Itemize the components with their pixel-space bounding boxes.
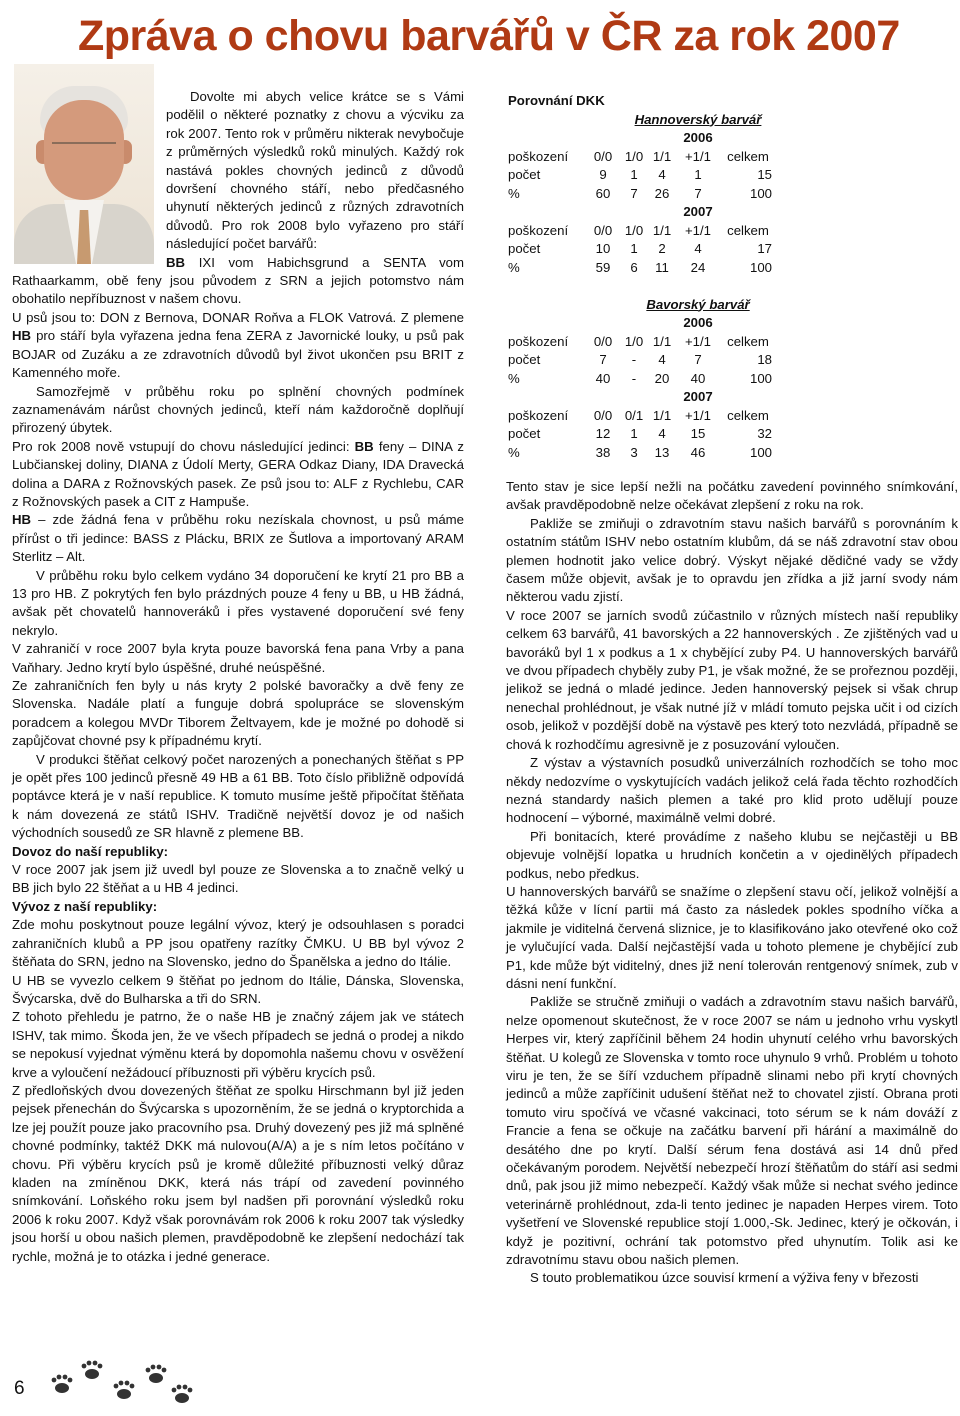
table-cell: 0/0 bbox=[593, 407, 613, 423]
table-cell: počet bbox=[508, 426, 541, 441]
table-cell: 1/1 bbox=[652, 222, 672, 238]
paragraph: Z výstav a výstavních posudků univerzálních rozhodčích se toho moc někdy nedozvíme o vyskytujících vadách jelikož celá řada těchto rozhodčích nezná standardy našich plemen a také pro klid proto udělují pouze hodnocení – výborné, maximálně velmi dobré. bbox=[506, 755, 958, 826]
table-cell: % bbox=[508, 185, 520, 201]
paragraph: V zahraničí v roce 2007 byla kryta pouze bavorská fena pana Vrby a pana Vaňhary. Jedno krytí bylo úspěšné, druhé neúspěšné. bbox=[12, 641, 464, 675]
table-cell: poškození bbox=[508, 407, 569, 423]
table-cell: 7 bbox=[630, 185, 638, 201]
table-row bbox=[508, 370, 960, 389]
paragraph: U hannoverských barvářů se snažíme o zlepšení stavu očí, jelikož volnější a těžká kůže v lícní partii má často za následek pokles spodního víčka a jakmile je viditelná červená sliznice, je to klasifikováno jako otevřené oko což je vylučující vada. Další nejčastější vada u tohoto plemene je chybějící zub P1, kde může být viditelný, dnes již není tolerován rentgenový snímek, zub v dásni není funkční. bbox=[506, 883, 958, 991]
paragraph: Z předloňských dvou dovezených štěňat ze spolku Hirschmann byl již jeden pejsek přenechán do Švýcarska s upozorněním, že se jedná o kryptorchida a lze jej použít pouze jako pracovního psa. Druhý dovezený pes již má splněné chovné podmínky, taktéž DKK má nulovou(A/A) a je s ním letos počítáno v chovu. Při výběru krycích psů je kromě důležité příbuznosti velký důraz kladen na zmíněnou DKK, která nás trápí od zavedení povinného snímkování. Loňského roku jsem byl nadšen při porovnání výsledků roku 2006 k roku 2007. Když však porovnávám rok 2006 k roku 2007 tak výsledky jsou horší u obou našich plemen, pravděpodobně ke zlepšení nedochází tak rychle, možná je to otázka i jedné generace. bbox=[12, 1082, 464, 1264]
paragraph: Při bonitacích, které provádíme z našeho klubu se nejčastěji u BB objevuje volnější lopatka u hrudních končetin a v ojedinělých případech podkus, nebo předkus. bbox=[506, 828, 958, 881]
table-cell: +1/1 bbox=[684, 333, 712, 349]
paragraph: Pro rok 2008 nově vstupují do chovu následující jedinci: bbox=[12, 438, 355, 454]
breed-heading bbox=[508, 111, 960, 130]
breed-name: Bavorský barvář bbox=[646, 296, 750, 312]
table-cell: 100 bbox=[749, 370, 772, 386]
table-cell: počet bbox=[508, 241, 541, 256]
paragraph: V průběhu roku bylo celkem vydáno 34 doporučení ke krytí 21 pro BB a 13 pro HB. Z pokrytých fen bylo prázdných pouze 4 feny u BB, u HB žádná, avšak pět chovatelů hannoveráků i přes vystavené doporučení své feny nekrylo. bbox=[12, 567, 464, 638]
table-row bbox=[508, 351, 960, 370]
table-title: Porovnání DKK bbox=[508, 93, 605, 108]
table-cell: 32 bbox=[757, 426, 772, 441]
table-cell: 13 bbox=[654, 444, 670, 460]
paragraph: V roce 2007 jak jsem již uvedl byl pouze ze Slovenska a to značně velký u BB jich bylo 22 štěňat a u HB 4 jedinci. bbox=[12, 862, 464, 896]
paragraph: V produkci štěňat celkový počet narozených a ponechaných štěňat s PP je opět přes 100 jedinců přesně 49 HB a 61 BB. Toto číslo přibližně odpovídá poptávce která je v naší republice. K tomuto musíme ještě připočítat štěňata k nám dovezená ze států ISHV. Tradičně největší dovoz je od našich východních sousedů ze SR hlavně z plemene BB. bbox=[12, 751, 464, 841]
paragraph: V roce 2007 se jarních svodů zúčastnilo v různých místech naší republiky celkem 63 barvářů, 41 bavorských a 22 hannoverských . Ze zjištěných vad u bavoráků byl 1 x podkus a 1 x chybějící zuby P4. U hannoverských barvářů ve dvou případech chyběly zuby P1, je však možné, že se prořeznou později, jelikož se jedná o mladé jedince. Jeden hannoverský pejsek si však chrup nenechal prohlédnout, je však nutné jíž v mládí tomuto pejska učit i od cizích osob, jelikož v pozdější době na výstavě pes který toto nezvládá, případně se chová k rozhodčímu agresivně je z posuzování vyloučen. bbox=[506, 607, 958, 752]
paragraph: Pakliže se zmiňuji o zdravotním stavu našich barvářů s porovnáním k ostatním státům ISHV nebo ostatním klubům, dá se náš zdravotní stav obou plemen hodnotit jako velice dobrý. Výskyt nějaké dědičné vady se vždy časem může objevit, avšak je to opravdu jen zřídka a již jarní svody nám některou vadu zjistí. bbox=[506, 515, 958, 605]
breed-heading bbox=[508, 296, 960, 315]
table-cell: 26 bbox=[654, 185, 670, 201]
table-cell: počet bbox=[508, 167, 541, 182]
table-cell: +1/1 bbox=[684, 222, 712, 238]
table-cell: 40 bbox=[595, 370, 611, 386]
table-cell: 1/0 bbox=[624, 333, 644, 349]
table-cell: 1 bbox=[630, 426, 638, 441]
paragraph: S touto problematikou úzce souvisí krmení a výživa feny v březosti bbox=[530, 1270, 919, 1286]
table-cell: +1/1 bbox=[684, 407, 712, 423]
table-cell: % bbox=[508, 370, 520, 386]
table-row bbox=[508, 166, 960, 185]
table-cell: 1/0 bbox=[624, 222, 644, 238]
table-row bbox=[508, 240, 960, 259]
table-cell: 40 bbox=[690, 370, 706, 386]
table-row bbox=[508, 259, 960, 278]
table-heading bbox=[508, 92, 960, 111]
table-cell: celkem bbox=[727, 407, 769, 423]
section-heading: Vývoz z naší republiky: bbox=[12, 898, 158, 914]
table-cell: poškození bbox=[508, 222, 569, 238]
year-label: 2007 bbox=[683, 389, 713, 404]
table-cell: 0/0 bbox=[593, 333, 613, 349]
breed-name: Hannoverský barvář bbox=[634, 111, 762, 127]
year-label: 2007 bbox=[683, 204, 713, 219]
page-number: 6 bbox=[14, 1378, 25, 1399]
table-cell: poškození bbox=[508, 148, 569, 164]
table-cell: % bbox=[508, 259, 520, 275]
table-cell: 1 bbox=[630, 167, 638, 182]
dkk-comparison-table bbox=[508, 92, 960, 462]
table-cell: 24 bbox=[690, 259, 706, 275]
table-cell: 2 bbox=[658, 241, 666, 256]
table-cell: 7 bbox=[599, 352, 607, 367]
table-row bbox=[508, 185, 960, 204]
year-label: 2006 bbox=[683, 130, 713, 145]
table-cell: 1/0 bbox=[624, 148, 644, 164]
table-cell: 4 bbox=[658, 426, 666, 441]
table-cell: 1/1 bbox=[652, 333, 672, 349]
table-row bbox=[508, 222, 960, 241]
table-cell: 1 bbox=[694, 167, 702, 182]
left-column bbox=[12, 88, 464, 1266]
table-cell: 1/1 bbox=[652, 148, 672, 164]
paragraph: Pakliže se stručně zmiňuji o vadách a zdravotním stavu našich barvářů, nelze opomenout skutečnost, že v roce 2007 se nám u jednoho vrhu vyskytl Herpes vir, který zapříčinil během 24 hodin uhynutí celého vrhu bavorských štěňat. U kolegů ze Slovenska v tomto roce uhynulo 9 vrhů. Problém u tohoto viru je ten, že se šíří vzduchem případně slinami nebo při krytí chovných jedinců a může zapříčinit udušení štěňat než to chovatel zjistí. Obrana proti tomuto viru spočívá ve včasné vakcinaci, toto sérum se k nám dováží z Francie a fena se očkuje na začátku barvení při hárání a maximálně do desátého dne po krytí. Další sérum fena dostává asi 14 dnů před očekávaným porodem. Největší nebezpečí hrozí štěňatům do stáří asi sedmi dnů, pak jsou již mimo nebezpečí. Každý však může si nechat svého jedince veterinárně prohlédnout, zda-li tento jedinec je napaden Herpes virem. Toto vyšetření ve Slovenské republice stojí 1.000,-Sk. Jedinec, který je očkován, i když je pozitivní, ochrání tak potomstvo před uhynutím. Tolik asi ke zdravotnímu stavu obou našich plemen. bbox=[506, 994, 958, 1268]
year-heading bbox=[508, 129, 960, 148]
year-label: 2006 bbox=[683, 315, 713, 330]
table-cell: 60 bbox=[595, 185, 611, 201]
table-cell: 1/1 bbox=[652, 407, 672, 423]
table-cell: 100 bbox=[749, 444, 772, 460]
table-cell: 0/1 bbox=[624, 407, 644, 423]
paragraph: Zde mohu poskytnout pouze legální vývoz, který je odsouhlasen s poradci zahraničních klubů a PP jsou opatřeny razítky ČMKU. U BB byl vývoz 2 štěňata do SRN, jedno na Slovensko, jedno do Španělska a jedno do Itálie. bbox=[12, 917, 464, 970]
breed-hb-label: HB bbox=[12, 512, 32, 528]
table-cell: 38 bbox=[595, 444, 611, 460]
paragraph: U psů jsou to: DON z Bernova, DONAR Roňva a FLOK Vatrová. Z plemene bbox=[12, 309, 464, 325]
table-cell: 11 bbox=[655, 259, 669, 275]
table-cell: 15 bbox=[757, 167, 772, 182]
table-cell: 4 bbox=[694, 241, 702, 256]
right-column bbox=[506, 478, 958, 1288]
table-cell: celkem bbox=[727, 222, 769, 238]
table-row bbox=[508, 425, 960, 444]
author-photo bbox=[14, 64, 154, 264]
breed-bb-label: BB bbox=[166, 254, 186, 270]
paragraph: Tento stav je sice lepší nežli na počátku zavedení povinného snímkování, avšak pravděpodobně nelze očekávat zlepšení z roku na rok. bbox=[506, 479, 958, 513]
table-cell: 9 bbox=[599, 167, 607, 182]
breed-hb-label: HB bbox=[12, 328, 32, 344]
table-cell: počet bbox=[508, 352, 541, 367]
table-cell: 4 bbox=[658, 352, 666, 367]
table-row bbox=[508, 407, 960, 426]
paragraph: pro stáří byla vyřazena jedna fena ZERA z Javornické louky, u psů pak BOJAR od Zuzáku a ze zdravotních důvodů byl život ukončen psu BRIT z Kamenného moře. bbox=[12, 328, 464, 381]
table-cell: 15 bbox=[690, 426, 706, 441]
table-cell: 17 bbox=[757, 241, 772, 256]
table-cell: 18 bbox=[757, 352, 772, 367]
paragraph: feny – DINA z Lubčianskej doliny, DIANA z Údolí Merty, GERA Odkaz Diany, IDA Dravecká dolina a DARA z Rožnovských pasek. Ze psů jsou to: ALF z Rychlebu, CAR z Rožnovských pasek a CIT z Hampuše. bbox=[12, 438, 465, 509]
paragraph: Samozřejmě v průběhu roku po splnění chovných podmínek zaznamenávám nárůst chovných jedinců, kteří nám každoročně doplňují přirozený úbytek. bbox=[12, 383, 464, 436]
table-cell: 4 bbox=[658, 167, 666, 182]
table-cell: 59 bbox=[595, 259, 611, 275]
table-cell: 100 bbox=[749, 259, 772, 275]
section-heading: Dovoz do naší republiky: bbox=[12, 843, 169, 859]
table-cell: 3 bbox=[630, 444, 638, 460]
table-cell: 6 bbox=[630, 259, 638, 275]
table-cell: - bbox=[631, 352, 637, 367]
paw-prints-icon bbox=[44, 1354, 194, 1414]
breed-bb-label: BB bbox=[354, 438, 374, 454]
paragraph: – zde žádná fena v průběhu roku nezískala chovnost, u psů máme přírůst o tři jedince: BASS z Plácku, BRIX ze Šutlova a importovaný ARAM Sterlitz – Alt. bbox=[12, 512, 464, 565]
table-cell: celkem bbox=[727, 148, 769, 164]
year-heading bbox=[508, 388, 960, 407]
year-heading bbox=[508, 203, 960, 222]
table-cell: 0/0 bbox=[593, 148, 613, 164]
table-cell: 0/0 bbox=[593, 222, 613, 238]
table-cell: 7 bbox=[694, 352, 702, 367]
table-cell: poškození bbox=[508, 333, 569, 349]
table-row bbox=[508, 148, 960, 167]
intro-paragraph: Dovolte mi abych velice krátce se s Vámi podělil o některé poznatky z chovu a výcviku za rok 2007. Tento rok v průměru nikterak nevybočuje z průměrných výsledků roků minulých. Každý rok nastává pokles chovných jedinců z důvodů dovršení chovného stáří, nebo předčasného uhynutí některých jedinců z různých zdravotních důvodů. Pro rok 2008 bylo vyřazeno pro stáří následující počet barvářů: bbox=[166, 89, 464, 252]
table-cell: celkem bbox=[727, 333, 769, 349]
table-cell: 1 bbox=[630, 241, 638, 256]
paragraph: Z tohoto přehledu je patrno, že o naše HB je značný zájem jak ve státech ISHV, tak mimo. Škoda jen, že ve všech případech se jedná o prodej a nikdo se nepokusí vyjednat výměnu která by dopomohla našemu chovu v osvěžení krve a vyloučení nežádoucí příbuznosti při výběru krycích psů. bbox=[12, 1009, 464, 1080]
table-cell: 46 bbox=[690, 444, 706, 460]
table-cell: 7 bbox=[694, 185, 702, 201]
table-cell: 100 bbox=[749, 185, 772, 201]
table-cell: +1/1 bbox=[684, 148, 712, 164]
spacer-row bbox=[508, 277, 960, 296]
table-cell: 20 bbox=[654, 370, 670, 386]
paragraph: IXI vom Habichsgrund a SENTA vom Rathaarkamm, obě feny jsou původem z SRN a jejich potomstvo nám obohatilo nepříbuznost v našem chovu. bbox=[12, 254, 464, 307]
table-cell: % bbox=[508, 444, 520, 460]
table-row bbox=[508, 444, 960, 463]
year-heading bbox=[508, 314, 960, 333]
page-title: Zpráva o chovu barvářů v ČR za rok 2007 bbox=[78, 12, 900, 60]
table-cell: 12 bbox=[595, 426, 611, 441]
table-cell: 10 bbox=[595, 241, 611, 256]
paragraph: U HB se vyvezlo celkem 9 štěňat po jednom do Itálie, Dánska, Slovenska, Švýcarska, dvě do Bulharska a tři do SRN. bbox=[12, 972, 464, 1006]
paragraph: Ze zahraničních fen byly u nás kryty 2 polské bavoračky a dvě feny ze Slovenska. Nadále platí a funguje dobrá spolupráce se slovenským poradcem a kolegou MVDr Tiborem Želtvayem, kde je možné po dohodě si zapůjčovat chovné psy k případnému krytí. bbox=[12, 678, 464, 749]
table-cell: - bbox=[631, 370, 637, 386]
table-row bbox=[508, 333, 960, 352]
